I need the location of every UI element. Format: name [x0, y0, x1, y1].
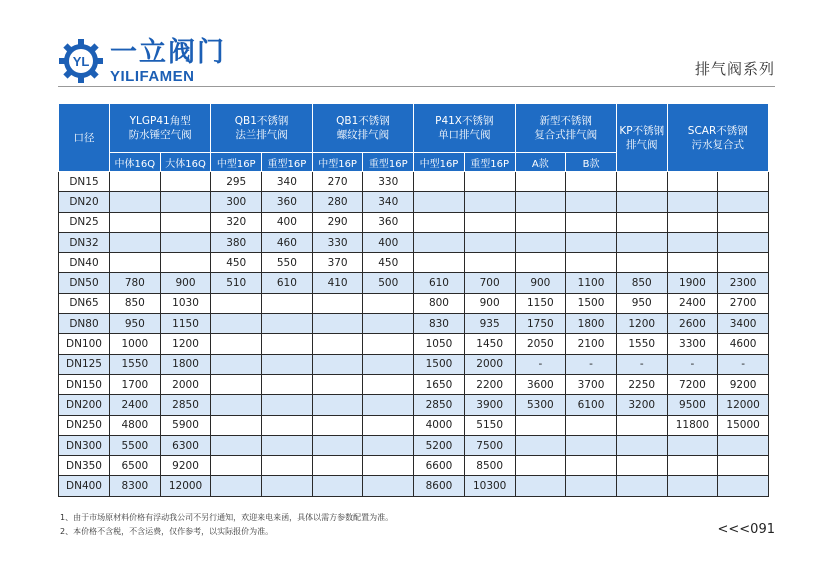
price-cell	[312, 334, 363, 354]
table-row	[59, 172, 769, 192]
price-cell	[110, 212, 161, 232]
price-cell	[312, 374, 363, 394]
caliber-cell: DN80	[59, 314, 110, 334]
price-cell: 900	[515, 273, 566, 293]
price-cell	[515, 435, 566, 455]
caliber-cell: DN150	[59, 374, 110, 394]
caliber-header: 口径	[59, 104, 110, 172]
price-cell	[667, 232, 718, 252]
price-cell	[312, 395, 363, 415]
price-table-body	[59, 172, 769, 497]
table-row	[59, 415, 769, 435]
price-cell	[363, 476, 414, 496]
price-cell: 2200	[464, 374, 515, 394]
price-cell: 9200	[160, 456, 211, 476]
price-cell: 5200	[414, 435, 465, 455]
caliber-cell: DN50	[59, 273, 110, 293]
price-cell	[160, 253, 211, 273]
table-row	[59, 435, 769, 455]
price-cell: 7200	[667, 374, 718, 394]
price-cell	[566, 192, 617, 212]
price-cell: 7500	[464, 435, 515, 455]
group-header: P41X不锈钢 单口排气阀	[414, 104, 515, 153]
price-cell	[464, 212, 515, 232]
price-cell: 1030	[160, 293, 211, 313]
table-row	[59, 253, 769, 273]
table-row	[59, 212, 769, 232]
price-cell	[718, 456, 769, 476]
price-cell	[312, 435, 363, 455]
price-cell	[414, 232, 465, 252]
price-cell: 2250	[616, 374, 667, 394]
price-cell	[566, 212, 617, 232]
price-cell: 330	[363, 172, 414, 192]
price-cell: 300	[211, 192, 262, 212]
price-cell	[616, 476, 667, 496]
price-cell: 850	[616, 273, 667, 293]
price-cell	[211, 395, 262, 415]
price-cell: 8500	[464, 456, 515, 476]
sub-header: A款	[515, 153, 566, 172]
price-cell: 830	[414, 314, 465, 334]
price-cell: 4800	[110, 415, 161, 435]
price-cell: 340	[363, 192, 414, 212]
price-cell: 2600	[667, 314, 718, 334]
price-cell	[566, 435, 617, 455]
price-cell	[312, 314, 363, 334]
price-cell	[312, 415, 363, 435]
price-cell: 900	[160, 273, 211, 293]
price-cell: 1450	[464, 334, 515, 354]
table-row	[59, 192, 769, 212]
price-cell	[718, 253, 769, 273]
group-header: YLGP41角型 防水锤空气阀	[110, 104, 211, 153]
price-cell: 450	[211, 253, 262, 273]
price-cell	[667, 253, 718, 273]
price-cell: 5900	[160, 415, 211, 435]
sub-header: 中型16P	[312, 153, 363, 172]
price-cell: -	[616, 354, 667, 374]
caliber-cell: DN65	[59, 293, 110, 313]
caliber-cell: DN200	[59, 395, 110, 415]
logo-badge-text: YL	[72, 54, 90, 69]
price-cell: 2850	[414, 395, 465, 415]
price-cell	[616, 253, 667, 273]
price-cell: 10300	[464, 476, 515, 496]
page-number: <<<091	[717, 522, 775, 537]
footnotes	[60, 511, 393, 539]
price-cell: 6300	[160, 435, 211, 455]
price-cell	[363, 314, 414, 334]
price-cell: 340	[262, 172, 313, 192]
price-cell: 295	[211, 172, 262, 192]
price-cell	[718, 232, 769, 252]
price-cell: -	[667, 354, 718, 374]
price-cell	[160, 232, 211, 252]
price-cell	[566, 456, 617, 476]
price-cell: 320	[211, 212, 262, 232]
caliber-cell: DN350	[59, 456, 110, 476]
price-cell	[718, 172, 769, 192]
price-cell	[363, 293, 414, 313]
price-cell: 500	[363, 273, 414, 293]
gear-logo-icon	[58, 38, 104, 84]
price-cell: 330	[312, 232, 363, 252]
price-cell: 8300	[110, 476, 161, 496]
price-cell: 1050	[414, 334, 465, 354]
sub-header: B款	[566, 153, 617, 172]
price-cell	[262, 456, 313, 476]
price-cell	[160, 212, 211, 232]
price-cell: 610	[262, 273, 313, 293]
table-row	[59, 334, 769, 354]
price-cell: 2400	[110, 395, 161, 415]
price-cell: 1800	[160, 354, 211, 374]
group-header: 新型不锈钢 复合式排气阀	[515, 104, 616, 153]
price-cell	[414, 253, 465, 273]
price-cell	[363, 456, 414, 476]
price-cell: 1200	[616, 314, 667, 334]
caliber-cell: DN400	[59, 476, 110, 496]
price-cell	[616, 435, 667, 455]
price-cell: 270	[312, 172, 363, 192]
price-cell: 950	[616, 293, 667, 313]
price-cell: 800	[414, 293, 465, 313]
price-cell: 850	[110, 293, 161, 313]
price-cell	[211, 314, 262, 334]
price-cell	[667, 212, 718, 232]
group-header: QB1不锈钢 螺纹排气阀	[312, 104, 413, 153]
price-cell	[616, 232, 667, 252]
price-cell: -	[566, 354, 617, 374]
price-cell: 1150	[160, 314, 211, 334]
price-cell: 2050	[515, 334, 566, 354]
group-header: SCAR不锈钢 污水复合式	[667, 104, 768, 172]
table-row	[59, 354, 769, 374]
price-cell: 6500	[110, 456, 161, 476]
price-cell: 1900	[667, 273, 718, 293]
price-cell: 15000	[718, 415, 769, 435]
group-header: KP不锈钢 排气阀	[616, 104, 667, 172]
price-cell: 290	[312, 212, 363, 232]
price-cell: 400	[262, 212, 313, 232]
price-cell	[262, 374, 313, 394]
price-cell	[718, 476, 769, 496]
price-cell	[616, 172, 667, 192]
price-cell: 1150	[515, 293, 566, 313]
caliber-cell: DN250	[59, 415, 110, 435]
price-cell: 900	[464, 293, 515, 313]
price-cell: 610	[414, 273, 465, 293]
sub-header: 中型16P	[211, 153, 262, 172]
price-cell: 8600	[414, 476, 465, 496]
price-cell: 700	[464, 273, 515, 293]
price-cell	[566, 172, 617, 192]
price-cell	[262, 476, 313, 496]
price-cell	[515, 212, 566, 232]
price-cell	[667, 192, 718, 212]
caliber-cell: DN20	[59, 192, 110, 212]
price-cell: 3300	[667, 334, 718, 354]
price-cell	[211, 456, 262, 476]
price-cell: 360	[262, 192, 313, 212]
price-cell	[262, 314, 313, 334]
price-cell: 3900	[464, 395, 515, 415]
price-cell: -	[515, 354, 566, 374]
group-header: QB1不锈钢 法兰排气阀	[211, 104, 312, 153]
price-cell	[414, 192, 465, 212]
price-cell: 280	[312, 192, 363, 212]
price-cell: 400	[363, 232, 414, 252]
sub-header: 大体16Q	[160, 153, 211, 172]
price-cell	[515, 476, 566, 496]
price-cell: 1700	[110, 374, 161, 394]
price-cell: 510	[211, 273, 262, 293]
header-divider	[58, 86, 775, 87]
table-row	[59, 476, 769, 496]
price-cell	[312, 456, 363, 476]
caliber-cell: DN32	[59, 232, 110, 252]
price-cell	[566, 232, 617, 252]
price-cell: 780	[110, 273, 161, 293]
sub-header: 重型16P	[363, 153, 414, 172]
price-cell	[110, 172, 161, 192]
price-cell: 4000	[414, 415, 465, 435]
price-cell	[667, 435, 718, 455]
price-cell: 1000	[110, 334, 161, 354]
sub-header: 中体16Q	[110, 153, 161, 172]
price-cell	[718, 435, 769, 455]
price-cell: 2300	[718, 273, 769, 293]
caliber-cell: DN25	[59, 212, 110, 232]
table-row	[59, 232, 769, 252]
footnote: 1、由于市场原材料价格有浮动我公司不另行通知，欢迎来电来函，具体以需方参数配置为准。	[60, 513, 394, 522]
price-cell: 1100	[566, 273, 617, 293]
price-cell	[211, 334, 262, 354]
caliber-cell: DN100	[59, 334, 110, 354]
price-cell	[464, 232, 515, 252]
price-cell	[262, 395, 313, 415]
caliber-cell: DN125	[59, 354, 110, 374]
price-cell: 6100	[566, 395, 617, 415]
price-cell	[211, 415, 262, 435]
price-cell	[616, 415, 667, 435]
price-table	[58, 103, 769, 497]
price-cell	[515, 172, 566, 192]
price-cell	[515, 192, 566, 212]
price-cell	[363, 415, 414, 435]
price-cell	[211, 435, 262, 455]
price-cell	[262, 415, 313, 435]
price-cell: 1800	[566, 314, 617, 334]
price-cell	[262, 435, 313, 455]
price-cell	[262, 334, 313, 354]
price-cell	[262, 293, 313, 313]
price-cell: 9500	[667, 395, 718, 415]
price-cell: 460	[262, 232, 313, 252]
price-cell	[312, 476, 363, 496]
price-cell	[616, 212, 667, 232]
price-cell: 1500	[414, 354, 465, 374]
price-cell: 6600	[414, 456, 465, 476]
price-cell: 450	[363, 253, 414, 273]
price-cell	[667, 456, 718, 476]
price-cell	[667, 172, 718, 192]
price-cell	[110, 232, 161, 252]
price-cell	[414, 172, 465, 192]
price-cell: 1500	[566, 293, 617, 313]
price-cell: 2000	[464, 354, 515, 374]
price-cell: 5150	[464, 415, 515, 435]
caliber-cell: DN15	[59, 172, 110, 192]
price-cell: 360	[363, 212, 414, 232]
price-cell: 410	[312, 273, 363, 293]
price-cell	[718, 192, 769, 212]
price-cell	[363, 354, 414, 374]
price-cell	[211, 374, 262, 394]
price-cell	[515, 415, 566, 435]
price-cell	[515, 232, 566, 252]
price-cell: 1650	[414, 374, 465, 394]
price-cell	[211, 476, 262, 496]
price-cell: 3200	[616, 395, 667, 415]
price-cell: 1550	[616, 334, 667, 354]
price-cell: 3700	[566, 374, 617, 394]
price-cell: 380	[211, 232, 262, 252]
price-cell	[363, 374, 414, 394]
price-cell: 950	[110, 314, 161, 334]
price-cell: 935	[464, 314, 515, 334]
price-cell: 12000	[718, 395, 769, 415]
price-cell: 1750	[515, 314, 566, 334]
price-cell: 9200	[718, 374, 769, 394]
price-cell	[616, 456, 667, 476]
sub-header: 重型16P	[464, 153, 515, 172]
price-cell	[363, 334, 414, 354]
table-row	[59, 293, 769, 313]
series-title: 排气阀系列	[694, 60, 775, 78]
price-cell	[464, 253, 515, 273]
price-cell: 550	[262, 253, 313, 273]
price-cell: 5500	[110, 435, 161, 455]
price-cell: 11800	[667, 415, 718, 435]
price-cell: 2850	[160, 395, 211, 415]
price-cell	[363, 435, 414, 455]
price-cell	[414, 212, 465, 232]
price-cell: 3400	[718, 314, 769, 334]
price-cell	[110, 192, 161, 212]
caliber-cell: DN300	[59, 435, 110, 455]
table-row	[59, 374, 769, 394]
table-row	[59, 395, 769, 415]
price-cell	[566, 476, 617, 496]
price-cell	[160, 192, 211, 212]
brand-name-en: YILIFAMEN	[110, 67, 195, 85]
price-cell	[464, 172, 515, 192]
sub-header: 中型16P	[414, 153, 465, 172]
price-cell	[616, 192, 667, 212]
caliber-cell: DN40	[59, 253, 110, 273]
price-cell	[718, 212, 769, 232]
company-logo	[58, 38, 226, 84]
price-cell	[312, 354, 363, 374]
price-cell	[515, 253, 566, 273]
price-cell	[211, 354, 262, 374]
price-cell	[363, 395, 414, 415]
brand-name-cn: 一立阀门	[110, 36, 226, 68]
price-cell	[566, 253, 617, 273]
table-row	[59, 314, 769, 334]
table-row	[59, 456, 769, 476]
price-cell: -	[718, 354, 769, 374]
price-cell	[312, 293, 363, 313]
price-cell	[667, 476, 718, 496]
price-cell: 370	[312, 253, 363, 273]
sub-header: 重型16P	[262, 153, 313, 172]
price-cell	[160, 172, 211, 192]
price-cell: 3600	[515, 374, 566, 394]
price-cell	[110, 253, 161, 273]
price-cell	[566, 415, 617, 435]
price-cell: 2400	[667, 293, 718, 313]
price-cell	[211, 293, 262, 313]
price-cell: 1550	[110, 354, 161, 374]
price-cell	[515, 456, 566, 476]
price-cell: 5300	[515, 395, 566, 415]
price-cell: 12000	[160, 476, 211, 496]
price-cell: 4600	[718, 334, 769, 354]
price-cell: 1200	[160, 334, 211, 354]
price-cell: 2700	[718, 293, 769, 313]
footnote: 2、本价格不含税，不含运费，仅作参考，以实际报价为准。	[60, 527, 274, 536]
price-cell	[262, 354, 313, 374]
price-cell: 2000	[160, 374, 211, 394]
price-cell: 2100	[566, 334, 617, 354]
price-cell	[464, 192, 515, 212]
table-row	[59, 273, 769, 293]
